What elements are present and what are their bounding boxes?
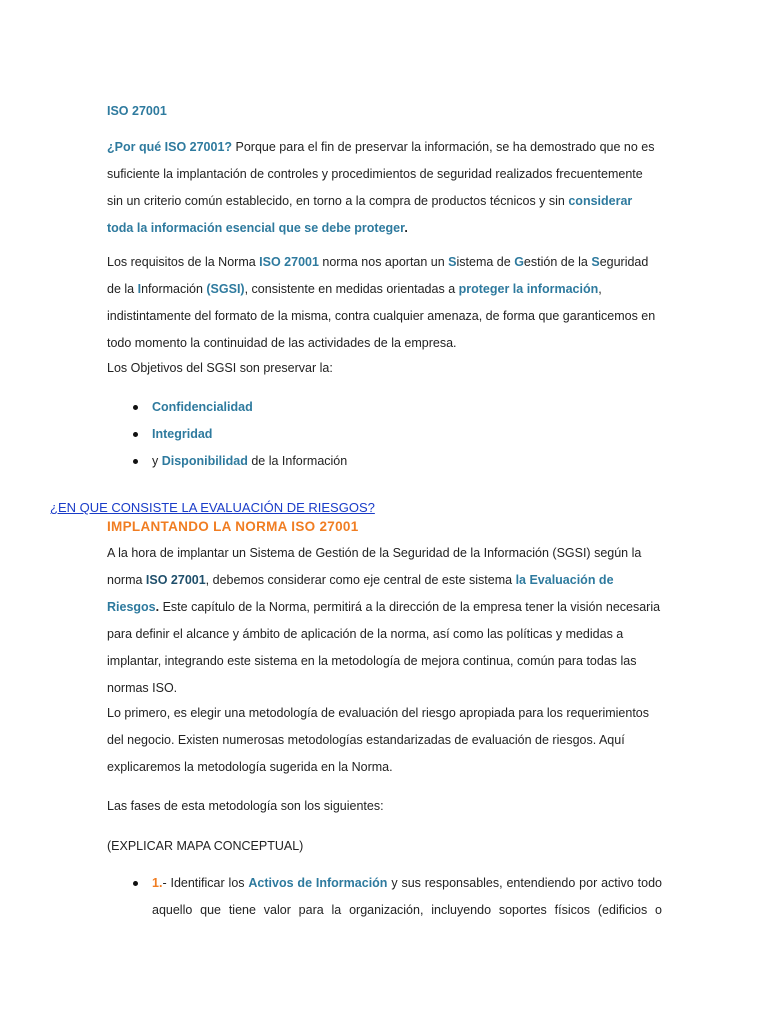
why-question: ¿Por qué ISO 27001? xyxy=(107,140,233,154)
step-text-2: y sus responsables, entendiendo por activo todo aquello que tiene valor para la organización, incluyendo soportes físicos (edificios o xyxy=(152,876,662,917)
req-iso: ISO 27001 xyxy=(259,255,319,269)
list-item xyxy=(107,870,662,924)
steps-list xyxy=(107,870,662,924)
why-text: Porque para el fin de preservar la información, se ha demostrado que no es suficiente la implantación de controles y procedimientos de seguridad realizados frecuentemente sin un criterio común establecido, en torno a la compra de productos técnicos y sin xyxy=(107,140,655,208)
req-letter-i: I xyxy=(137,282,142,296)
objetivo-integridad: Integridad xyxy=(152,427,213,441)
why-emphasis: considerar toda la información esencial que se debe proteger xyxy=(107,194,633,235)
iso-title: ISO 27001 xyxy=(107,104,167,118)
objetivo-disponibilidad: Disponibilidad xyxy=(161,454,248,468)
req-text-4: estión de la xyxy=(523,255,592,269)
paragraph-metodologia: Lo primero, es elegir una metodología de evaluación del riesgo apropiada para los requerimientos del negocio. Existen numerosas metodologías estandarizadas de evaluación de riesgos. Aquí explicaremos la metodología sugerida en la Norma. xyxy=(107,706,649,774)
req-letter-g: G xyxy=(514,255,524,269)
req-text-8: , indistintamente del formato de la misma, contra cualquier amenaza, de forma que garanticemos en todo momento la continuidad de las actividades de la empresa. xyxy=(107,282,656,350)
req-letter-s: S xyxy=(448,255,457,269)
step-text-1: - Identificar los xyxy=(162,876,249,890)
fases-text: Las fases de esta metodología son los siguientes: xyxy=(107,799,384,813)
step-activos: Activos de Información xyxy=(248,876,388,890)
list-item xyxy=(107,448,347,475)
req-text-5: eguridad de la xyxy=(107,255,649,296)
explicar-mapa: (EXPLICAR MAPA CONCEPTUAL) xyxy=(107,839,304,853)
why-end: . xyxy=(404,221,408,235)
req-text-3: istema de xyxy=(456,255,515,269)
section-title xyxy=(107,98,662,125)
objetivo-prefix: y xyxy=(152,454,162,468)
impl-dot: . xyxy=(155,600,160,614)
step-number: 1. xyxy=(152,876,163,890)
req-proteger: proteger la información xyxy=(458,282,599,296)
paragraph-implantar xyxy=(107,540,662,702)
req-sgsi: (SGSI) xyxy=(206,282,245,296)
impl-iso: ISO 27001 xyxy=(145,573,206,587)
paragraph-requisitos xyxy=(107,249,662,357)
impl-text-3: Este capítulo de la Norma, permitirá a la dirección de la empresa tener la visión necesaria para definir el alcance y ámbito de aplicación de la norma, así como las políticas y medidas a implantar, integrando este sistema en la metodología de mejora continua, común para todas las normas ISO. xyxy=(107,600,661,695)
section-heading-implantando xyxy=(107,517,359,537)
req-text-7: , consistente en medidas orientadas a xyxy=(244,282,459,296)
req-text-1: Los requisitos de la Norma xyxy=(107,255,260,269)
list-item xyxy=(107,421,347,448)
impl-text-2: , debemos considerar como eje central de este sistema xyxy=(205,573,516,587)
objetivos-list xyxy=(107,394,347,475)
req-text-2: norma nos aportan un xyxy=(318,255,449,269)
objetivos-intro: Los Objetivos del SGSI son preservar la: xyxy=(107,361,333,375)
impl-evaluacion: la Evaluación de Riesgos xyxy=(107,573,614,614)
req-text-6: nformación xyxy=(141,282,207,296)
objetivo-confidencialidad: Confidencialidad xyxy=(152,400,253,414)
objetivo-suffix: de la Información xyxy=(247,454,348,468)
req-letter-s2: S xyxy=(591,255,600,269)
evaluacion-riesgos-link[interactable]: ¿EN QUE CONSISTE LA EVALUACIÓN DE RIESGOS? xyxy=(50,500,375,515)
list-item xyxy=(107,394,347,421)
impl-text-1: A la hora de implantar un Sistema de Gestión de la Seguridad de la Información (SGSI) según la norma xyxy=(107,546,642,587)
heading-text: IMPLANTANDO LA NORMA ISO 27001 xyxy=(107,519,359,534)
paragraph-why-iso xyxy=(107,134,662,242)
